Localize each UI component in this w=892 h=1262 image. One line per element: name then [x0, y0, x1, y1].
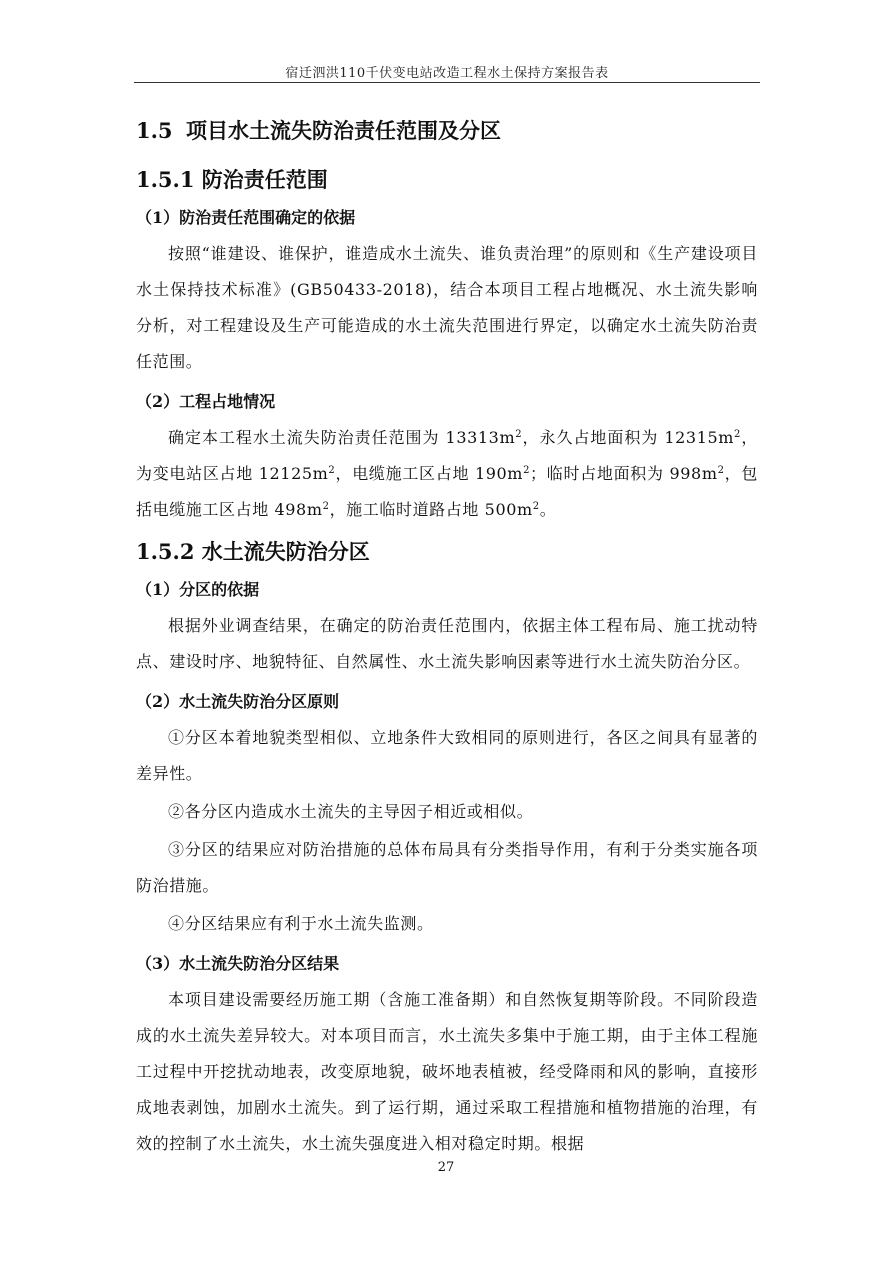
header-rule: [134, 82, 760, 83]
paragraph-land-use: 确定本工程水土流失防治责任范围为 $13313m^2$，永久占地面积为 $12315m^2$，为变电站区占地 $12125m^2$，电缆施工区占地 $190m^2$；临时占地面积为 $998m^2$，包括电缆施工区占地 $498m^2$，施工临时道路占地 $500m^2$。: [136, 428, 758, 519]
principle-3: ③分区的结果应对防治措施的总体布局具有分类指导作用，有利于分类实施各项防治措施。: [136, 840, 758, 895]
paragraph-zoning-basis: 根据外业调查结果，在确定的防治责任范围内，依据主体工程布局、施工扰动特点、建设时序、地貌特征、自然属性、水土流失影响因素等进行水土流失防治分区。: [136, 616, 758, 671]
subsection-heading-1-5-1: 1.5.1 防治责任范围: [136, 167, 328, 192]
section-title: 项目水土流失防治责任范围及分区: [186, 118, 501, 143]
principle-4: ④分区结果应有利于水土流失监测。: [168, 914, 434, 933]
subsection-heading-1-5-2: 1.5.2 水土流失防治分区: [136, 539, 370, 564]
item-heading-land-use: （2）工程占地情况: [136, 392, 276, 411]
paragraph-basis: 按照“谁建设、谁保护，谁造成水土流失、谁负责治理”的原则和《生产建设项目水土保持技术标准》(GB50433-2018)，结合本项目工程占地概况、水土流失影响分析，对工程建设及生产可能造成的水土流失范围进行界定，以确定水土流失防治责任范围。: [136, 244, 758, 371]
principle-2: ②各分区内造成水土流失的主导因子相近或相似。: [168, 802, 534, 821]
item-heading-zoning-results: （3）水土流失防治分区结果: [136, 954, 340, 973]
running-header: 宿迁泗洪110千伏变电站改造工程水土保持方案报告表: [285, 66, 609, 81]
section-number: 1.5: [136, 118, 173, 143]
item-heading-zoning-basis: （1）分区的依据: [136, 580, 260, 599]
item-heading-zoning-principles: （2）水土流失防治分区原则: [136, 692, 340, 711]
section-heading: [136, 112, 758, 150]
paragraph-zoning-results: 本项目建设需要经历施工期（含施工准备期）和自然恢复期等阶段。不同阶段造成的水土流失差异较大。对本项目而言，水土流失多集中于施工期，由于主体工程施工过程中开挖扰动地表，改变原地貌，破坏地表植被，经受降雨和风的影响，直接形成地表剥蚀，加剧水土流失。到了运行期，通过采取工程措施和植物措施的治理，有效的控制了水土流失，水土流失强度进入相对稳定时期。根据: [136, 990, 758, 1153]
page-number: 27: [437, 1160, 455, 1175]
principle-1: ①分区本着地貌类型相似、立地条件大致相同的原则进行，各区之间具有显著的差异性。: [136, 728, 758, 783]
page-content: [136, 112, 758, 1164]
item-heading-basis: （1）防治责任范围确定的依据: [136, 208, 356, 227]
